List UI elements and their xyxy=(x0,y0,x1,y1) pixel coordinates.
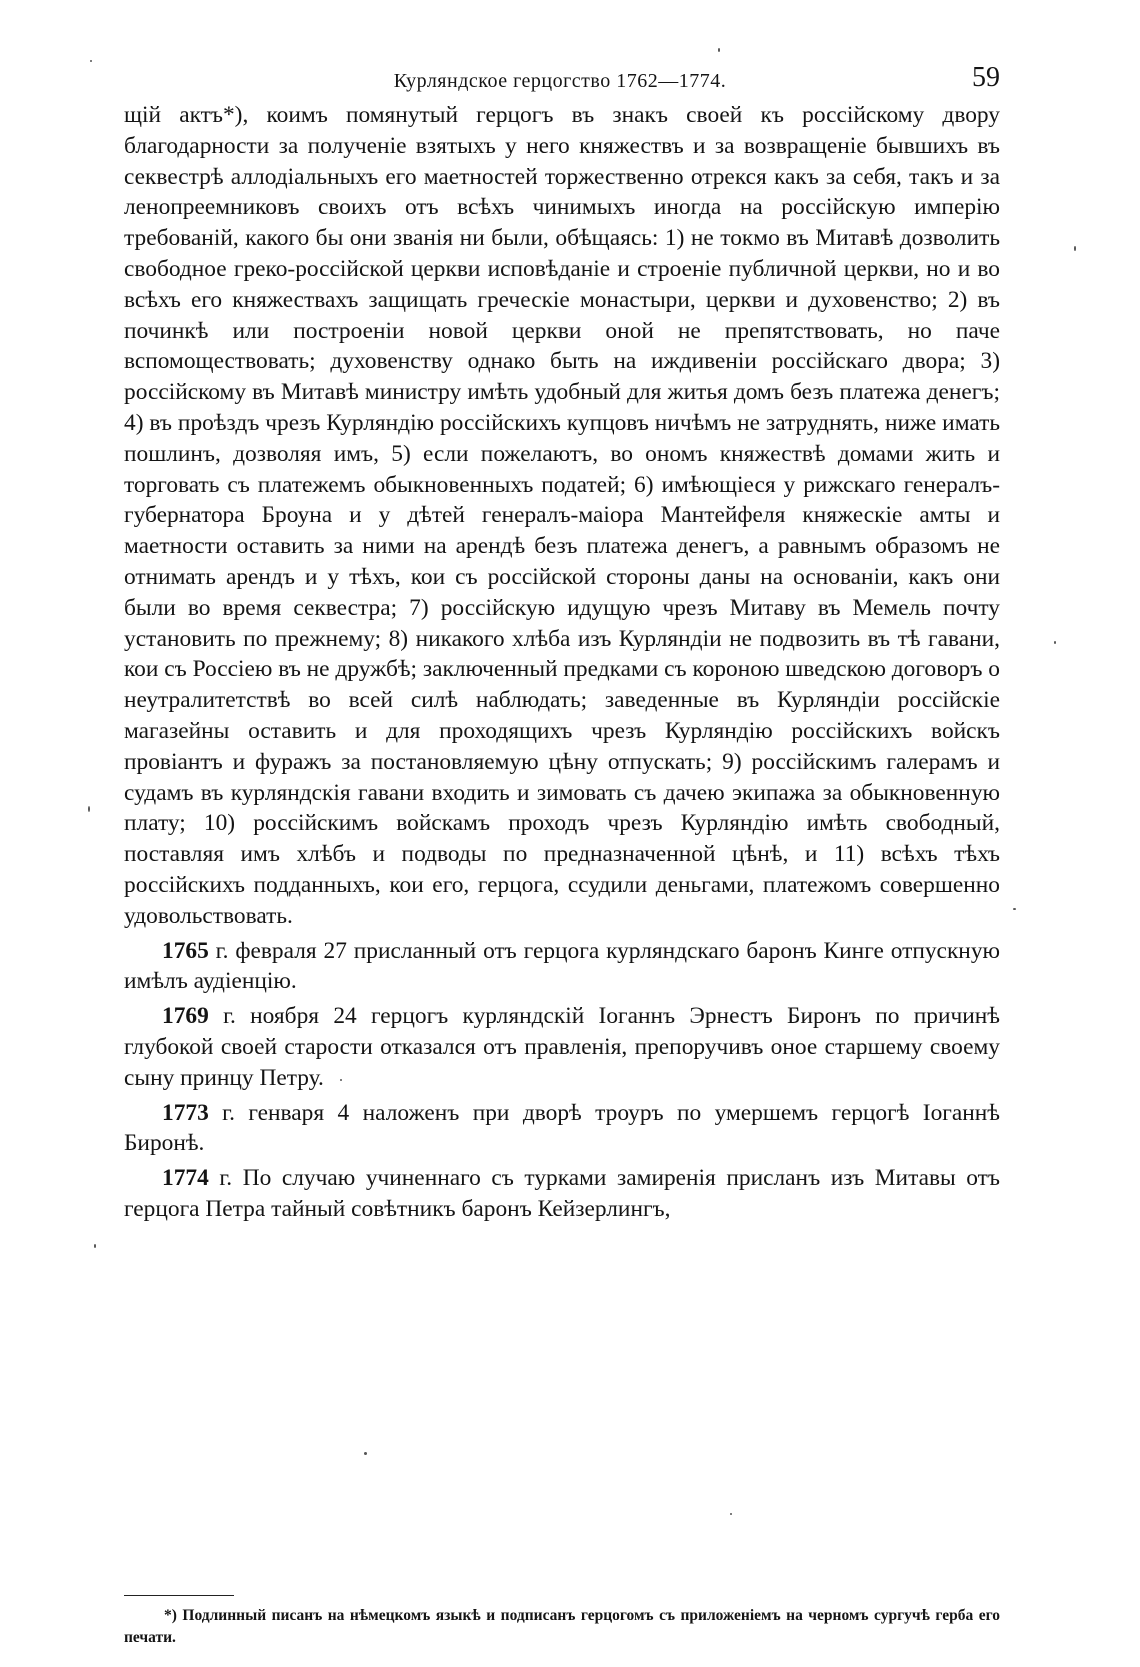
footnote-rule xyxy=(124,1595,234,1596)
entry-text: г. ноября 24 герцогъ курляндскій Іоганнъ Эрнестъ Биронъ по причинѣ глубокой своей старости отказался отъ правленія, препоручивъ оное старшему своему сыну принцу Петру. xyxy=(124,1003,1000,1091)
page-number: 59 xyxy=(972,62,1000,93)
entry-text: г. По случаю учиненнаго съ турками замиренія присланъ изъ Митавы отъ герцога Петра тайный совѣтникъ баронъ Кейзерлингъ, xyxy=(124,1165,1000,1222)
entry-year: 1769 xyxy=(162,1003,209,1030)
running-head xyxy=(120,62,1000,102)
scan-speck xyxy=(718,48,720,52)
entry-year: 1774 xyxy=(162,1165,209,1192)
scan-speck xyxy=(94,1244,96,1248)
scan-speck xyxy=(90,60,92,62)
scan-speck xyxy=(88,806,90,812)
scan-speck xyxy=(730,1513,732,1515)
running-title: Курляндское герцогство 1762—1774. xyxy=(393,70,727,92)
footnote: *) Подлинный писанъ на нѣмецкомъ языкѣ и подписанъ герцогомъ съ приложеніемъ на черномъ сургучѣ герба его печати. xyxy=(124,1607,1000,1646)
continuation-paragraph: щій актъ*), коимъ помянутый герцогъ въ знакъ своей къ россійскому двору благодарности за полученіе взятыхъ у него княжествъ и за возвращеніе бывшихъ въ секвестрѣ аллодіальныхъ его маетностей торжественно отрекся какъ за себя, такъ и за ленопреемниковъ своихъ отъ всѣхъ чинимыхъ иногда на россійскую имперію требованій, какого бы они званія ни были, обѣщаясь: 1) не токмо въ Митавѣ дозволить свободное греко-россійской церкви исповѣданіе и строеніе публичной церкви, но и во всѣхъ его княжествахъ защищать греческіе монастыри, церкви и духовенство; 2) въ починкѣ или построеніи новой церкви оной не препятствовать, но паче вспомоществовать; духовенству однако быть на иждивеніи россійскаго двора; 3) россійскому въ Митавѣ министру имѣть удобный для житья домъ безъ платежа денегъ; 4) въ проѣздъ чрезъ Курляндію россійскихъ купцовъ ничѣмъ не затруднять, ниже имать пошлинъ, дозволяя имъ, 5) если пожелаютъ, во ономъ княжествѣ домами жить и торговать съ платежемъ обыкновенныхъ податей; 6) имѣющіеся у рижскаго генералъ-губернатора Броуна и у дѣтей генералъ-маіора Мантейфеля княжескіе амты и маетности оставить за ними на арендѣ безъ платежа денегъ, а равнымъ образомъ не отнимать арендъ и у тѣхъ, кои съ россійской стороны даны на основаніи, какъ они были во время секвестра; 7) россійскую идущую чрезъ Митаву въ Мемель почту установить по прежнему; 8) никакого хлѣба изъ Курляндіи не подвозить въ тѣ гавани, кои съ Россіею въ не дружбѣ; заключенный предками съ короною шведскою договоръ о неутралитетствѣ во всей силѣ наблюдать; заведенные въ Курляндіи россійскіе магазейны оставить и для проходящихъ чрезъ Курляндію россійскихъ войскъ провіантъ и фуражъ за постановляемую цѣну отпускать; 9) россійскимъ галерамъ и судамъ въ курляндскія гавани входить и зимовать съ дачею экипажа за обыкновенную плату; 10) россійскимъ войскамъ проходъ чрезъ Курляндію имѣть свободный, поставляя имъ хлѣбъ и подводы по предназначенной цѣнѣ, и 11) всѣхъ тѣхъ россійскихъ подданныхъ, кои его, герцога, ссудили деньгами, платежомъ совершенно удовольствовать. xyxy=(124,102,1000,929)
scan-speck xyxy=(364,1452,367,1455)
scan-speck xyxy=(1074,246,1076,251)
chronicle-entry-1773 xyxy=(124,1098,1000,1160)
scan-speck xyxy=(1013,908,1016,910)
chronicle-entry-1769 xyxy=(124,1001,1000,1093)
entry-text: г. февраля 27 присланный отъ герцога курляндскаго баронъ Кинге отпускную имѣлъ аудіенцію. xyxy=(124,937,1000,995)
entry-text: г. генваря 4 наложенъ при дворѣ троуръ по умершемъ герцогѣ Іоганнѣ Биронѣ. xyxy=(124,1099,1000,1157)
chronicle-entry-1765 xyxy=(124,936,1000,998)
chronicle-entry-1774 xyxy=(124,1163,1000,1225)
entry-year: 1773 xyxy=(162,1099,209,1126)
entry-year: 1765 xyxy=(162,937,209,964)
scan-speck xyxy=(1054,641,1056,644)
scan-speck xyxy=(340,1079,342,1081)
body-text xyxy=(124,100,1000,1225)
